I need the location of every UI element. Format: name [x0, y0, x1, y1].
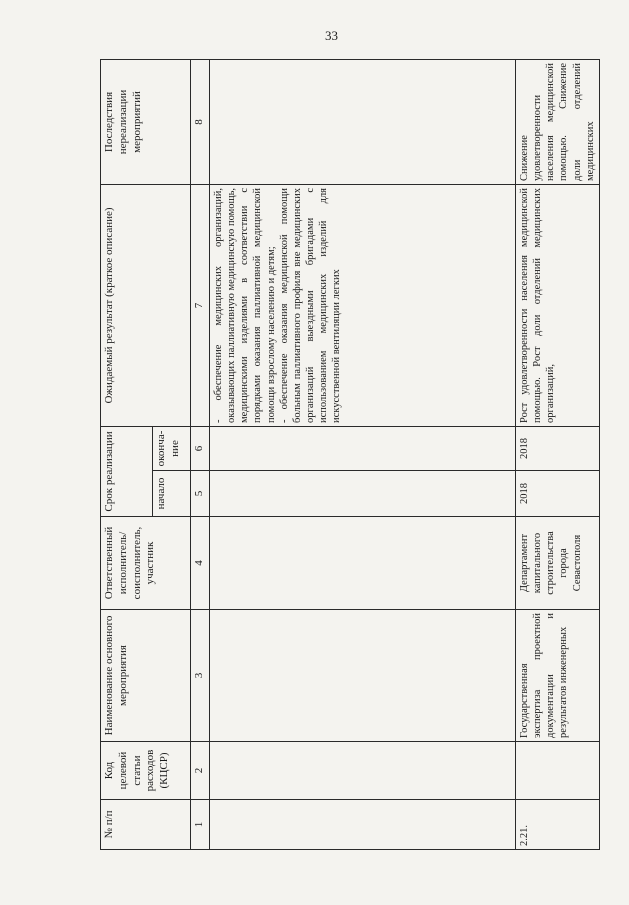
- column-number: 2: [191, 742, 210, 800]
- cell-number: [210, 800, 516, 850]
- cell-name: [210, 610, 516, 742]
- cell-executor: Департамент капитального строительства города Севастополя: [516, 517, 600, 610]
- column-number: 1: [191, 800, 210, 850]
- column-number: 8: [191, 59, 210, 184]
- rotated-table-container: [100, 60, 595, 850]
- cell-end: [210, 426, 516, 470]
- column-number: 4: [191, 517, 210, 610]
- cell-code: [210, 742, 516, 800]
- header-col-name: Наименование основного мероприятия: [101, 610, 191, 742]
- header-row: [101, 59, 153, 849]
- header-col-end: оконча-ние: [153, 426, 191, 470]
- cell-result: - обеспечение медицинских организаций, оказывающих паллиативную медицинскую помощь, медицинскими изделиями в соответствии с порядками оказания паллиативной медицинской помощи взрослому населению и детям; - обеспечение оказания медицинской помощи больным паллиативного профиля вне медицинских организаций выездными бригадами с использованием медицинских изделий для искусственной вентиляции легких: [210, 184, 516, 426]
- header-col-number: № п/п: [101, 800, 191, 850]
- cell-code: [516, 742, 600, 800]
- table-row-2-21: [516, 59, 600, 849]
- cell-consequences: [210, 59, 516, 184]
- header-col-executor: Ответственный исполнитель/ соисполнитель, участник: [101, 517, 191, 610]
- cell-name: Государственная экспертиза проектной документации и результатов инженерных: [516, 610, 600, 742]
- page-number: 33: [325, 28, 338, 43]
- header-col-result: Ожидаемый результат (краткое описание): [101, 184, 191, 426]
- cell-number: 2.21.: [516, 800, 600, 850]
- cell-start: 2018: [516, 471, 600, 517]
- cell-consequences: Снижение удовлетворенности населения медицинской помощью. Снижение доли отделений медицинских: [516, 59, 600, 184]
- column-number: 6: [191, 426, 210, 470]
- cell-start: [210, 471, 516, 517]
- header-col-start: начало: [153, 471, 191, 517]
- column-number: 3: [191, 610, 210, 742]
- cell-executor: [210, 517, 516, 610]
- cell-result: Рост удовлетворенности населения медицинской помощью. Рост доли отделений медицинских организаций,: [516, 184, 600, 426]
- header-col-period: Срок реализации: [101, 426, 153, 516]
- cell-end: 2018: [516, 426, 600, 470]
- table-row-continuation: [210, 59, 516, 849]
- header-col-consequences: Последствия нереализации мероприятий: [101, 59, 191, 184]
- header-col-code: Код целевой статьи расходов (КЦСР): [101, 742, 191, 800]
- column-number-row: [191, 59, 210, 849]
- column-number: 7: [191, 184, 210, 426]
- activities-table: [100, 59, 600, 850]
- column-number: 5: [191, 471, 210, 517]
